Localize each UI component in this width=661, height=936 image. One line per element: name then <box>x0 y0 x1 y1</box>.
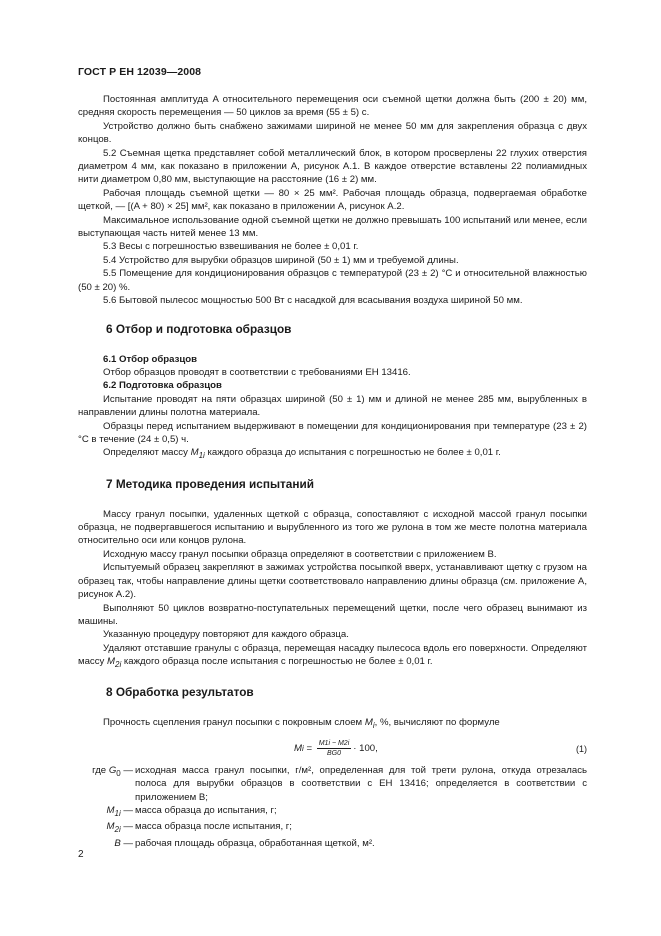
formula-numerator: M1i − M2i <box>318 739 350 747</box>
paragraph: Отбор образцов проводят в соответствии с требованиями ЕН 13416. <box>103 366 411 378</box>
document-header: ГОСТ Р ЕН 12039—2008 <box>78 66 202 78</box>
paragraph: Выполняют 50 циклов возвратно-поступательных перемещений щетки, после чего образец вынимают из машины. <box>78 602 587 627</box>
definition-symbol: $M_{1i}$ — <box>106 804 133 818</box>
paragraph: Рабочая площадь съемной щетки — 80 × 25 мм². Рабочая площадь образца, подвергаемая обработке щеткой, — [(A + 80) × 25] мм², как показано в приложении А, рисунок А.2. <box>78 187 587 213</box>
paragraph: Указанную процедуру повторяют для каждого образца. <box>103 629 349 641</box>
paragraph: 5.4 Устройство для вырубки образцов шириной (50 ± 1) мм и требуемой длины. <box>103 254 459 266</box>
paragraph: Образцы перед испытанием выдерживают в помещении для кондиционирования при температуре (23 ± 2) °С в течение (24 ± 0,5) ч. <box>78 420 587 445</box>
section-heading-7: 7 Методика проведения испытаний <box>106 476 314 491</box>
paragraph: 5.3 Весы с погрешностью взвешивания не более ± 0,01 г. <box>103 241 359 253</box>
paragraph: Исходную массу гранул посыпки образца определяют в соответствии с приложением В. <box>103 548 497 560</box>
paragraph: Прочность сцепления гранул посыпки с покровным слоем $M_i$, %, вычисляют по формуле <box>103 717 500 731</box>
paragraph: Определяют массу $M_{1i}$ каждого образца до испытания с погрешностью не более ± 0,01 г. <box>103 447 501 461</box>
formula: M i = $\frac{M1i - M2i}{BG0}$ · 100, <box>294 739 378 757</box>
document-body <box>78 93 587 850</box>
definition-symbol: где $G_0$ — <box>92 764 133 778</box>
formula-denominator: BG0 <box>326 749 341 757</box>
paragraph: Испытание проводят на пяти образцах шириной (50 ± 1) мм и длиной не менее 285 мм, вырубленных в направлении длины полотна материала. <box>78 393 587 419</box>
paragraph: Испытуемый образец закрепляют в зажимах устройства посыпкой вверх, устанавливают щетку с грузом на образец так, чтобы направление длины щетки соответствовало направлению длины образца (см. приложение А, рисунок А.2). <box>78 562 587 601</box>
paragraph: 5.5 Помещение для кондиционирования образцов с температурой (23 ± 2) °С и относительной влажностью (50 ± 20) %. <box>78 268 587 293</box>
definition-text: масса образца после испытания, г; <box>135 821 292 833</box>
section-heading-6: 6 Отбор и подготовка образцов <box>106 321 292 336</box>
definition-text: рабочая площадь образца, обработанная щеткой, м². <box>135 837 375 849</box>
paragraph: Удаляют отставшие гранулы с образца, перемещая насадку пылесоса вдоль его поверхности. Определяют массу $M_{2i}$ каждого образца после испытания с погрешностью не более ± 0,01 г. <box>78 642 587 670</box>
paragraph: Массу гранул посыпки, удаленных щеткой с образца, сопоставляют с исходной массой гранул посыпки образца, не подвергавшегося испытанию и вырубленного из того же рулона в том же месте полотна материала относительно оси или концов рулона. <box>78 508 587 547</box>
definitions-list <box>78 764 587 850</box>
equation-number: (1) <box>576 743 587 754</box>
paragraph: 5.6 Бытовой пылесос мощностью 500 Вт с насадкой для всасывания воздуха шириной 50 мм. <box>103 295 523 307</box>
definition-symbol: B — <box>114 837 133 849</box>
symbol: M <box>364 717 373 729</box>
paragraph: Постоянная амплитуда A относительного перемещения оси съемной щетки должна быть (200 ± 20) мм, средняя скорость перемещения — 50 циклов за время (55 ± 5) с. <box>78 94 587 119</box>
definition-symbol: $M_{2i}$ — <box>106 821 133 835</box>
paragraph: 5.2 Съемная щетка представляет собой металлический блок, в котором просверлены 22 глухих отверстия диаметром 4 мм, как показано в приложении А, рисунок А.1. В каждое отверстие вставлены 22 полиамидных нити диаметром 0,80 мм, выступающие на расстояние (16 ± 2) мм. <box>78 147 587 186</box>
formula-fraction <box>317 739 352 758</box>
subsection-heading-6-1: 6.1 Отбор образцов <box>103 353 197 365</box>
paragraph: Устройство должно быть снабжено зажимами шириной не менее 50 мм для закрепления образца с двух концов. <box>78 120 587 146</box>
paragraph: Максимальное использование одной съемной щетки не должно превышать 100 испытаний или менее, если выступающая часть нитей менее 13 мм. <box>78 214 587 240</box>
definition-text: исходная масса гранул посыпки, г/м², определенная для той трети рулона, откуда отрезалась полоса для вырубки образцов в соответствии с ЕН 13416; определяется в соответствии с приложением В; <box>135 764 587 803</box>
symbol: M <box>190 447 199 459</box>
definition-text: масса образца до испытания, г; <box>135 804 277 816</box>
subsection-heading-6-2: 6.2 Подготовка образцов <box>103 380 222 392</box>
page-number: 2 <box>78 849 84 860</box>
symbol: M <box>107 656 115 668</box>
section-heading-8: 8 Обработка результатов <box>106 685 254 700</box>
formula-block <box>78 736 587 762</box>
